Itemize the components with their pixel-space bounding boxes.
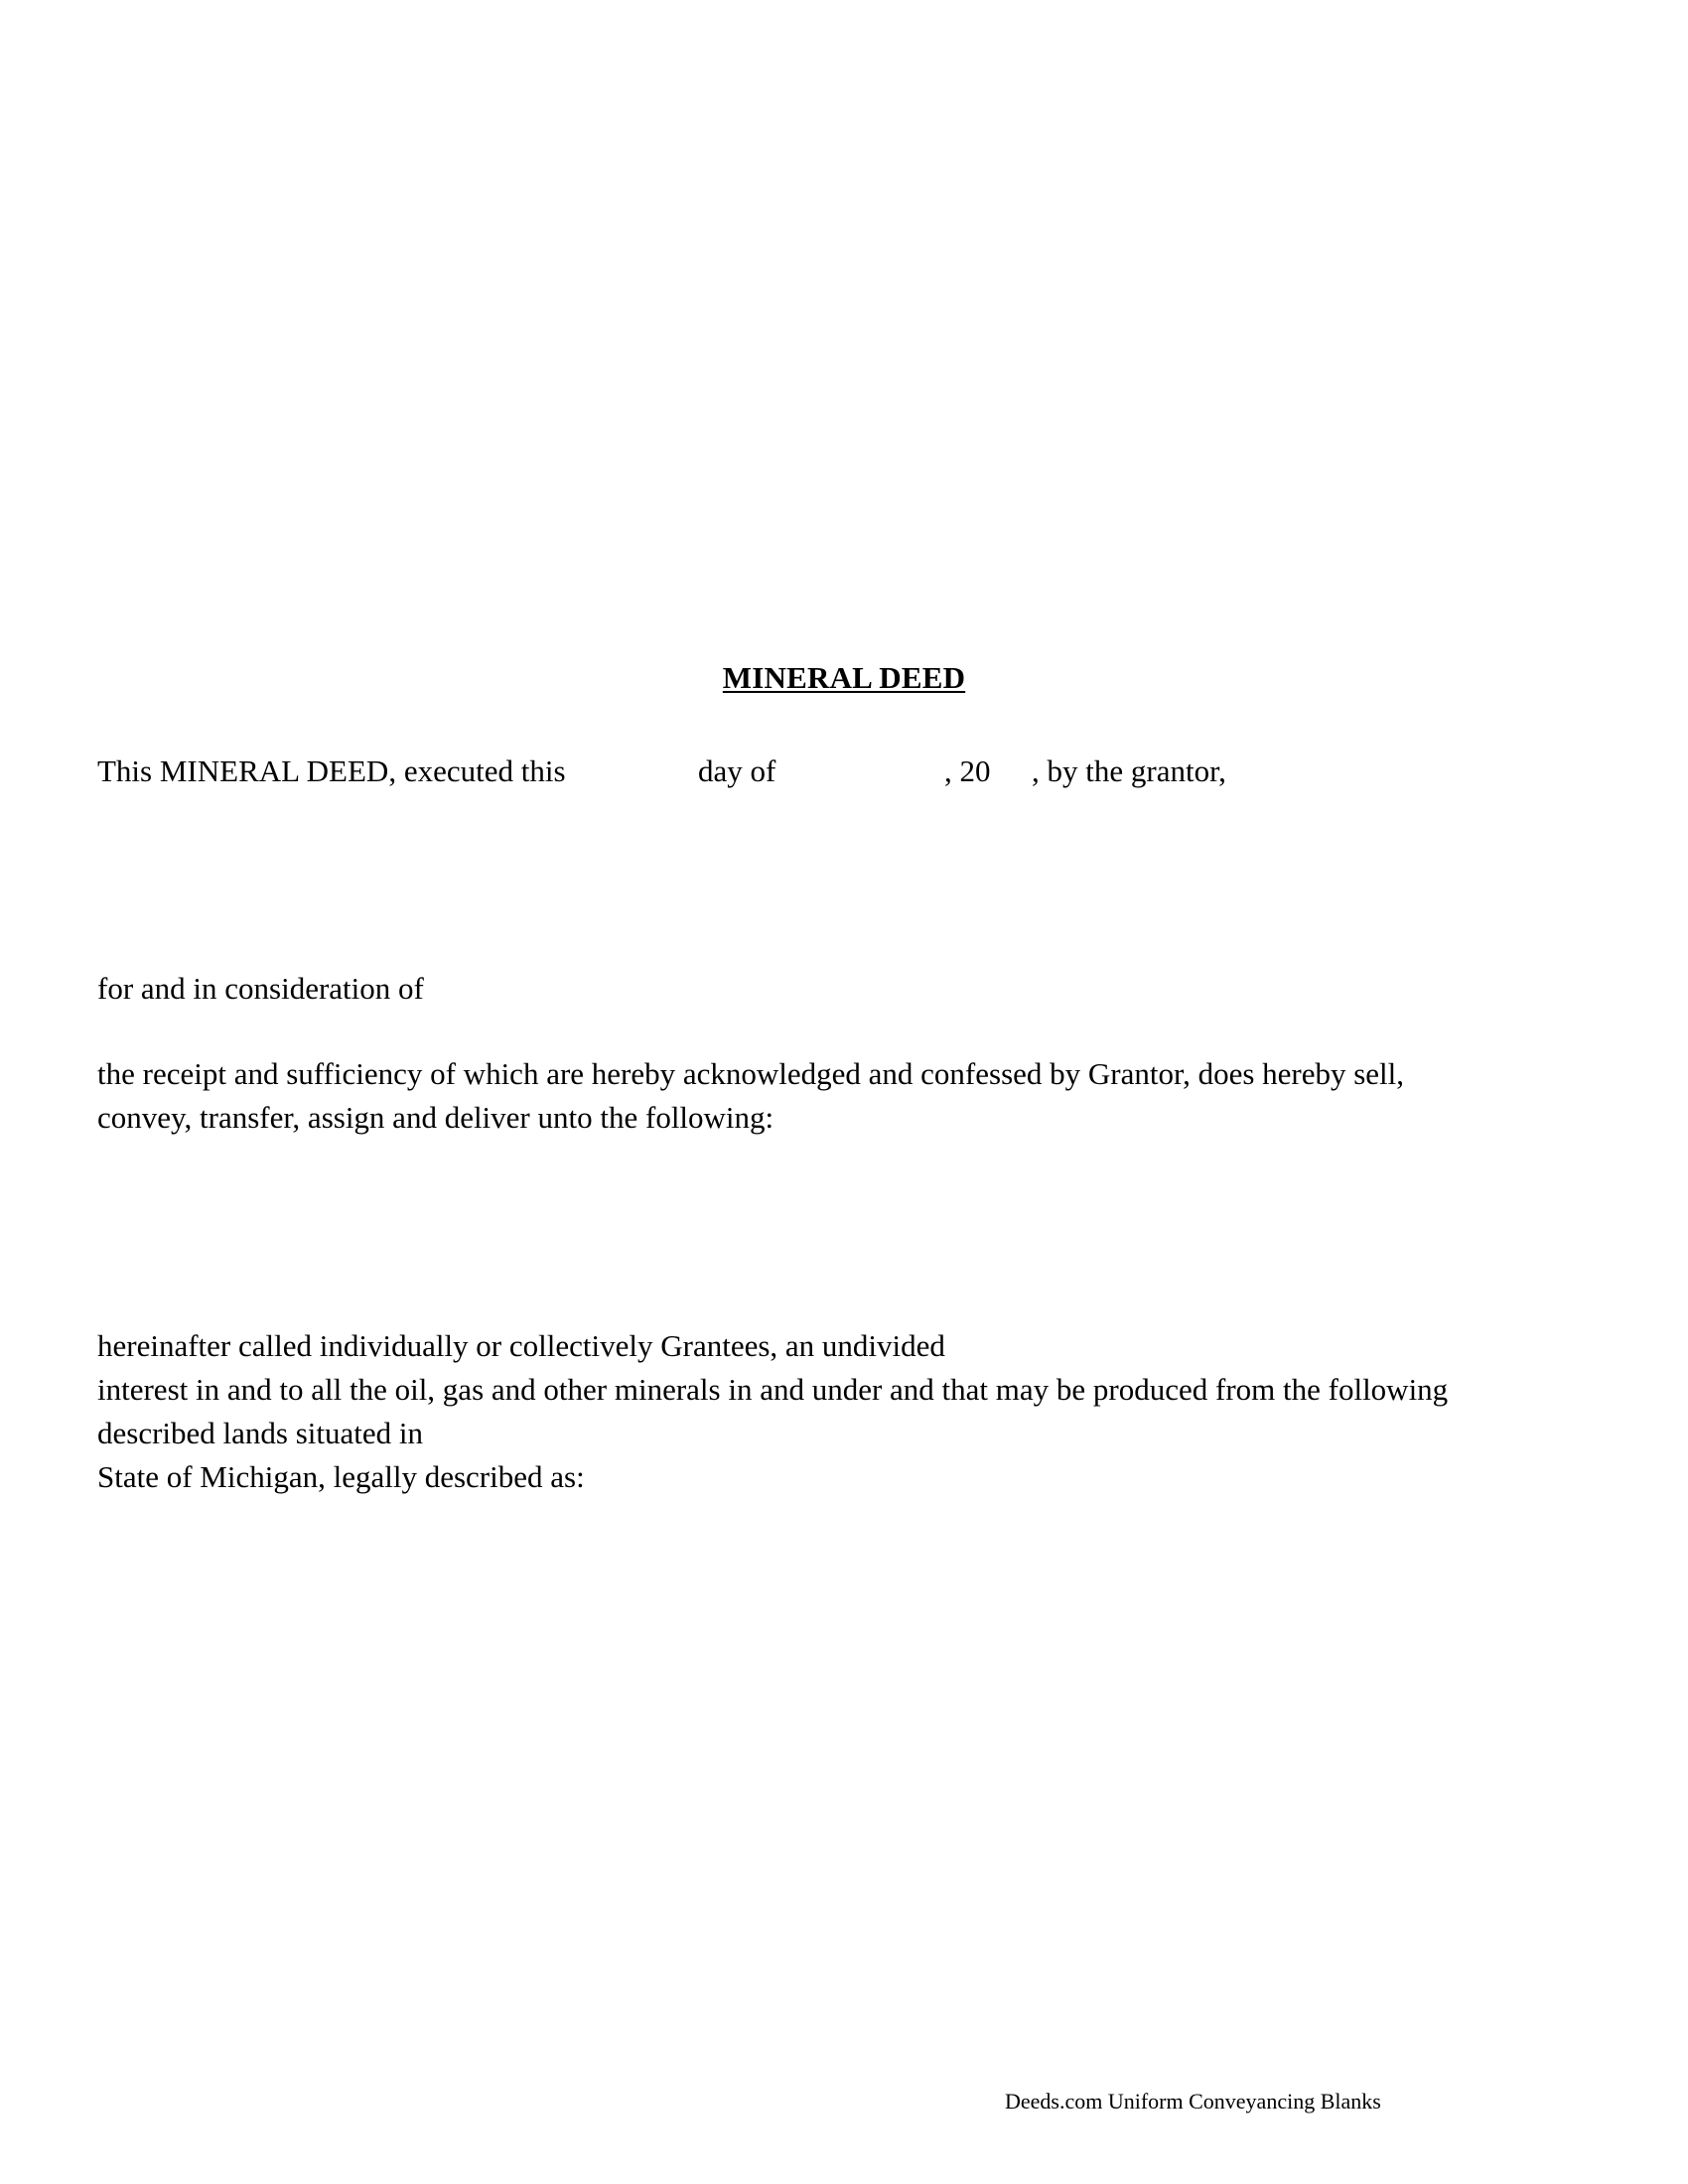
consideration-line: for and in consideration of xyxy=(97,971,424,1006)
receipt-line-1: the receipt and sufficiency of which are hereby acknowledged and confessed by Grantor, does hereby sell, xyxy=(97,1056,1405,1091)
grantees-line-1: hereinafter called individually or collectively Grantees, an undivided xyxy=(97,1328,945,1363)
footer-text: Deeds.com Uniform Conveyancing Blanks xyxy=(1005,2089,1381,2114)
grantees-line-3: described lands situated in xyxy=(97,1416,423,1450)
grantees-line-2: interest in and to all the oil, gas and other minerals in and under and that may be produced from the following xyxy=(97,1372,1449,1407)
execution-text-part3: , 20 xyxy=(944,753,991,788)
execution-text-part1: This MINERAL DEED, executed this xyxy=(97,753,566,788)
document-title: MINERAL DEED xyxy=(722,660,966,695)
execution-text-part2: day of xyxy=(698,753,776,788)
grantees-line-4: State of Michigan, legally described as: xyxy=(97,1459,585,1494)
receipt-line-2: convey, transfer, assign and deliver unto the following: xyxy=(97,1100,774,1135)
execution-text-part4: , by the grantor, xyxy=(1032,753,1226,788)
